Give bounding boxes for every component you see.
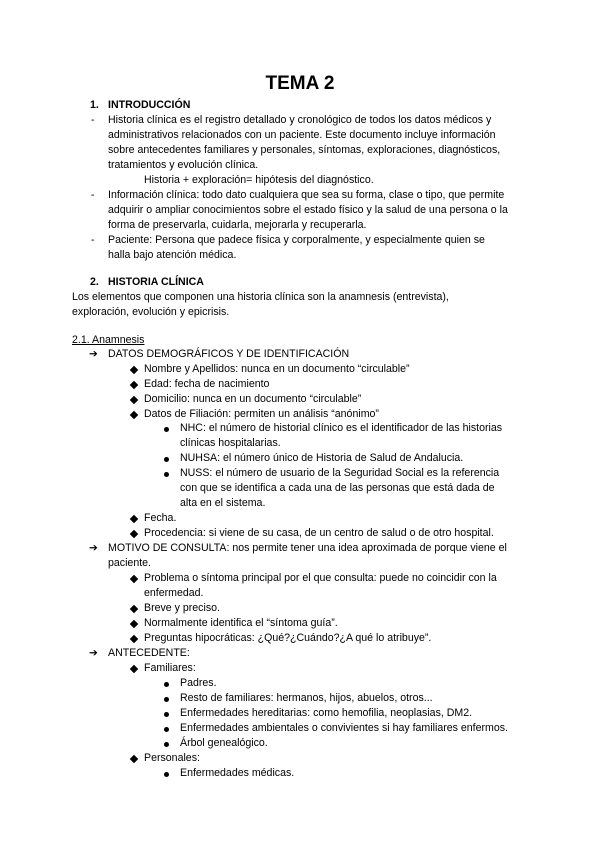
dot-bullet-icon (164, 742, 169, 747)
dash-marker: - (91, 189, 95, 201)
sub-list-item: alta en el sistema. (180, 497, 266, 509)
diamond-bullet-icon (130, 515, 138, 523)
diamond-bullet-icon (130, 755, 138, 763)
arrow-item-label: DATOS DEMOGRÁFICOS Y DE IDENTIFICACIÓN (108, 348, 350, 360)
list-item: Fecha. (144, 512, 177, 524)
sub-list-item: con que se identifica a cada una de las personas que está dada de (180, 482, 495, 494)
sub-list-item: Enfermedades ambientales o convivientes si hay familiares enfermos. (180, 722, 508, 734)
arrow-item-label: MOTIVO DE CONSULTA: nos permite tener una idea aproximada de porque viene el (108, 542, 507, 554)
intro-line: tratamientos y evolución clínica. (108, 159, 259, 171)
diamond-bullet-icon (130, 665, 138, 673)
intro-line: administrativos relacionados con un paciente. Este documento incluye información (108, 129, 496, 141)
list-item: Familiares: (144, 662, 196, 674)
intro-line: Historia clínica es el registro detallado y cronológico de todos los datos médicos y (108, 114, 492, 126)
info-line: forma de preservarla, cuidarla, mejorarla y recuperarla. (108, 219, 367, 231)
dot-bullet-icon (164, 427, 169, 432)
list-item: Domicilio: nunca en un documento “circulable” (144, 393, 362, 405)
sub-list-item: NUSS: el número de usuario de la Seguridad Social es la referencia (180, 467, 500, 479)
section-2-heading: HISTORIA CLÍNICA (108, 276, 204, 288)
list-item: Edad: fecha de nacimiento (144, 378, 270, 390)
arrow-item-label: paciente. (108, 557, 151, 569)
arrow-item-label: ANTECEDENTE: (108, 647, 190, 659)
list-item: enfermedad. (144, 587, 204, 599)
list-item: Datos de Filiación: permiten un análisis “anónimo” (144, 408, 379, 420)
arrow-icon: ➔ (89, 348, 98, 360)
dot-bullet-icon (164, 472, 169, 477)
diamond-bullet-icon (130, 396, 138, 404)
diamond-bullet-icon (130, 635, 138, 643)
info-line: adquirir o ampliar conocimientos sobre el estado físico y la salud de una persona o la (108, 204, 508, 216)
section-1-heading: INTRODUCCIÓN (108, 99, 191, 111)
formula-line: Historia + exploración= hipótesis del diagnóstico. (144, 174, 374, 186)
section-2-intro: Los elementos que componen una historia clínica son la anamnesis (entrevista), (72, 291, 449, 303)
arrow-icon: ➔ (89, 542, 98, 554)
section-2-number: 2. (90, 276, 99, 288)
diamond-bullet-icon (130, 411, 138, 419)
dot-bullet-icon (164, 697, 169, 702)
dot-bullet-icon (164, 772, 169, 777)
list-item: Normalmente identifica el “síntoma guía”. (144, 617, 338, 629)
list-item: Personales: (144, 752, 200, 764)
sub-list-item: NHC: el número de historial clínico es el identificador de las historias (180, 422, 503, 434)
dot-bullet-icon (164, 457, 169, 462)
arrow-icon: ➔ (89, 647, 98, 659)
sub-list-item: Árbol genealógico. (180, 737, 268, 749)
sub-list-item: Enfermedades médicas. (180, 767, 295, 779)
dash-marker: - (91, 234, 95, 246)
info-line: Información clínica: todo dato cualquiera que sea su forma, clase o tipo, que permite (108, 189, 505, 201)
diamond-bullet-icon (130, 366, 138, 374)
diamond-bullet-icon (130, 620, 138, 628)
diamond-bullet-icon (130, 605, 138, 613)
sub-list-item: clínicas hospitalarias. (180, 437, 281, 449)
patient-line: halla bajo atención médica. (108, 249, 237, 261)
intro-line: sobre antecedentes familiares y personales, síntomas, exploraciones, diagnósticos, (108, 144, 501, 156)
dot-bullet-icon (164, 682, 169, 687)
diamond-bullet-icon (130, 530, 138, 538)
list-item: Problema o síntoma principal por el que consulta: puede no coincidir con la (144, 572, 497, 584)
sub-list-item: Enfermedades hereditarias: como hemofilia, neoplasias, DM2. (180, 707, 473, 719)
dot-bullet-icon (164, 712, 169, 717)
diamond-bullet-icon (130, 381, 138, 389)
subsection-heading: 2.1. Anamnesis (72, 334, 145, 346)
dot-bullet-icon (164, 727, 169, 732)
section-2-intro: exploración, evolución y epicrisis. (72, 306, 230, 318)
list-item: Breve y preciso. (144, 602, 220, 614)
dash-marker: - (91, 114, 95, 126)
sub-list-item: Resto de familiares: hermanos, hijos, abuelos, otros... (180, 692, 433, 704)
list-item: Procedencia: si viene de su casa, de un centro de salud o de otro hospital. (144, 527, 494, 539)
list-item: Nombre y Apellidos: nunca en un documento “circulable” (144, 363, 410, 375)
diamond-bullet-icon (130, 575, 138, 583)
sub-list-item: NUHSA: el número único de Historia de Salud de Andalucia. (180, 452, 464, 464)
sub-list-item: Padres. (180, 677, 217, 689)
patient-line: Paciente: Persona que padece física y corporalmente, y especialmente quien se (108, 234, 485, 246)
list-item: Preguntas hipocráticas: ¿Qué?¿Cuándo?¿A qué lo atribuye”. (144, 632, 432, 644)
section-1-number: 1. (90, 99, 99, 111)
page-title: TEMA 2 (265, 73, 335, 94)
